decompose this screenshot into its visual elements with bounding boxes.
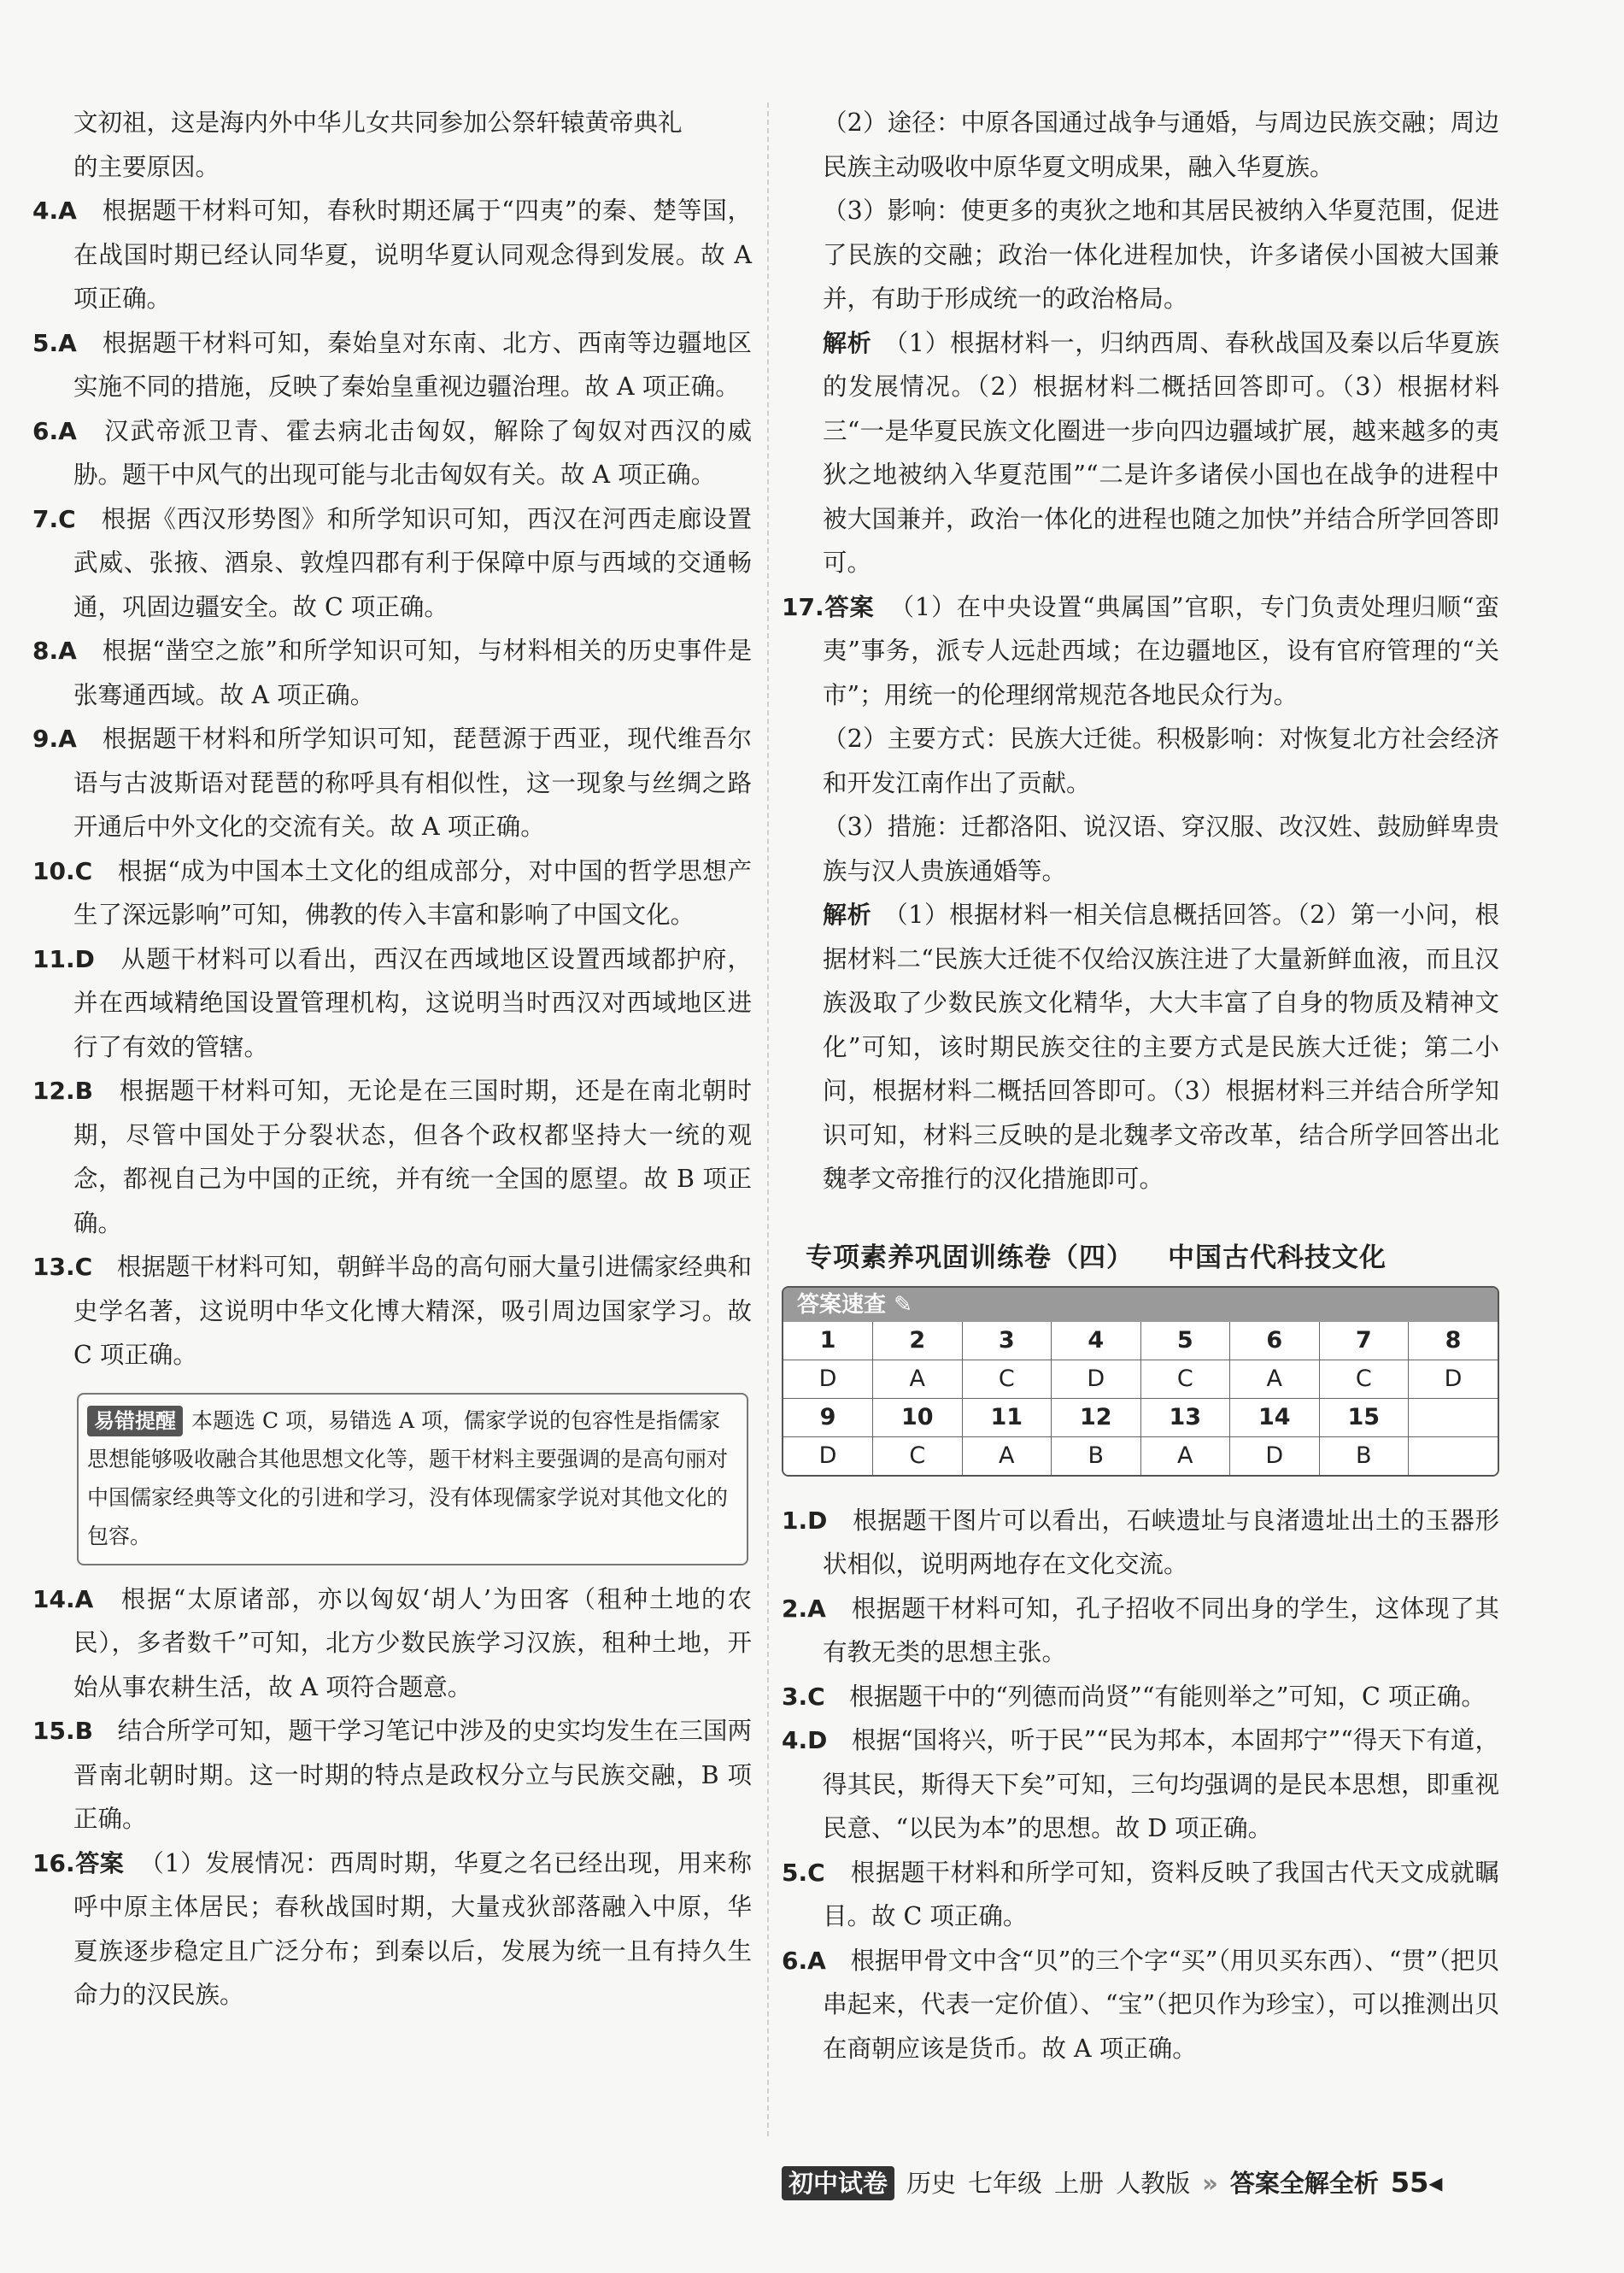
q16-part-2: （2）途径：中原各国通过战争与通婚，与周边民族交融；周边民族主动吸收中原华夏文明成果，融入华夏族。 [823,109,1499,181]
grid-cell: 8 [1409,1322,1498,1360]
answer-grid [783,1322,1498,1475]
answer-label: 答案 [824,592,875,621]
answer-list-left-2 [32,1577,752,2018]
footer-tagline: 答案全解全析 [1229,2169,1379,2198]
grid-cell [1409,1398,1498,1436]
brand-badge: 初中试卷 [782,2166,894,2200]
answer-item [32,1709,752,1841]
item-text: 根据题干材料和所学可知，资料反映了我国古代天文成就瞩目。故 C 项正确。 [823,1858,1499,1930]
item-number: 11.D [32,944,95,973]
answer-item [32,629,752,717]
grid-cell: A [873,1360,963,1398]
item-number: 16. [32,1848,75,1877]
grid-cell: C [873,1436,963,1475]
item-number: 7.C [32,504,76,533]
grid-cell: A [1140,1436,1230,1475]
grid-cell: 15 [1319,1398,1409,1436]
quick-answer-table [782,1286,1499,1477]
answer-item [782,1587,1499,1675]
grid-cell: C [962,1360,1052,1398]
right-column [782,101,1499,2070]
item-text: 汉武帝派卫青、霍去病北击匈奴，解除了匈奴对西汉的威胁。题干中风气的出现可能与北击匈奴有关。故 A 项正确。 [73,416,752,489]
page-number: 55◂ [1390,2166,1443,2199]
grid-cell: D [783,1360,873,1398]
footer-grade: 七年级 [968,2169,1043,2198]
number-row [783,1322,1498,1360]
item-text: 根据题干材料可知，朝鲜半岛的高句丽大量引进儒家经典和史学名著，这说明中华文化博大精深，吸引周边国家学习。故 C 项正确。 [73,1253,752,1369]
item-text: 从题干材料可以看出，西汉在西域地区设置西域都护府，并在西域精绝国设置管理机构，这说明当时西汉对西域地区进行了有效的管辖。 [73,944,752,1061]
footer-edition: 人教版 [1116,2169,1191,2198]
grid-cell: D [1052,1360,1141,1398]
grid-cell: 9 [783,1398,873,1436]
item-text: 根据题干图片可以看出，石峡遗址与良渚遗址出土的玉器形状相似，说明两地存在文化交流。 [823,1506,1499,1578]
item-text: 根据“国将兴，听于民”“民为邦本，本固邦宁”“得天下有道，得其民，斯得天下矣”可知，三句均强调的是民本思想，即重视民意、“以民为本”的思想。故 D 项正确。 [823,1726,1499,1842]
grid-cell: A [1230,1360,1320,1398]
footer-subject: 历史 [906,2169,957,2198]
item-number: 4.A [32,197,77,225]
answer-item-16 [32,1841,752,2018]
q17-part-3: （3）措施：迁都洛阳、说汉语、穿汉服、改汉姓、鼓励鲜卑贵族与汉人贵族通婚等。 [823,813,1499,885]
item-text: 根据“成为中国本土文化的组成部分，对中国的哲学思想产生了深远影响”可知，佛教的传入丰富和影响了中国文化。 [73,856,752,929]
grid-cell: 7 [1319,1322,1409,1360]
grid-cell: D [1409,1360,1498,1398]
item-number: 14.A [32,1584,94,1613]
answer-item [782,1851,1499,1939]
item-number: 15.B [32,1717,93,1745]
item-text: 根据题干材料可知，孔子招收不同出身的学生，这体现了其有教无类的思想主张。 [823,1594,1499,1666]
quick-answer-header: 答案速查 ✎ [783,1288,1498,1322]
item-text: 根据甲骨文中含“贝”的三个字“买”（用贝买东西）、“贯”（把贝串起来，代表一定价值）、“宝”（把贝作为珍宝），可以推测出贝在商朝应该是货币。故 A 项正确。 [823,1946,1499,2063]
grid-cell: B [1052,1436,1141,1475]
item-number: 17. [782,592,824,621]
item-text: 根据“太原诸部，亦以匈奴‘胡人’为田客（租种土地的农民），多者数千”可知，北方少数民族学习汉族，租种土地，开始从事农耕生活，故 A 项符合题意。 [73,1584,752,1701]
grid-cell: 2 [873,1322,963,1360]
section-title-main: 专项素养巩固训练卷（四） [806,1242,1134,1273]
q17-part-2: （2）主要方式：民族大迁徙。积极影响：对恢复北方社会经济和开发江南作出了贡献。 [823,725,1499,797]
grid-cell: 1 [783,1322,873,1360]
analysis-text: （1）根据材料一相关信息概括回答。（2）第一小问，根据材料二“民族大迁徙不仅给汉族注进了大量新鲜血液，而且汉族汲取了少数民族文化精华，大大丰富了自身的物质及精神文化”可知，该时期民族交往的主要方式是民族大迁徙；第二小问，根据材料二概括回答即可。（3）根据材料三并结合所学知识可知，材料三反映的是北魏孝文帝改革，结合所学回答出北魏孝文帝推行的汉化措施即可。 [823,901,1499,1193]
grid-cell: C [1140,1360,1230,1398]
answer-label: 答案 [74,1848,125,1877]
item-number: 13.C [32,1253,93,1281]
analysis-label: 解析 [823,328,872,357]
column-divider [767,103,769,2136]
item-number: 6.A [32,416,77,445]
answer-item [32,497,752,630]
error-tip-box [77,1393,748,1565]
item-text: （1）发展情况：西周时期，华夏之名已经出现，用来称呼中原主体居民；春秋战国时期，大量戎狄部落融入中原，华夏族逐步稳定且广泛分布；到秦以后，发展为统一且有持久生命力的汉民族。 [73,1848,752,2009]
answer-item [32,409,752,497]
item-number: 12.B [32,1077,93,1105]
item-text: 根据题干材料可知，无论是在三国时期，还是在南北朝时期，尽管中国处于分裂状态，但各个政权都坚持大一统的观念，都视自己为中国的正统，并有统一全国的愿望。故 B 项正确。 [73,1077,752,1237]
grid-cell: 5 [1140,1322,1230,1360]
grid-cell: C [1319,1360,1409,1398]
error-tip-label: 易错提醒 [87,1406,183,1436]
item-number: 1.D [782,1506,828,1535]
answer-item [32,189,752,321]
grid-cell: 14 [1230,1398,1320,1436]
analysis-label: 解析 [823,901,872,929]
item-text: 根据题干中的“列德而尚贤”“有能则举之”可知，C 项正确。 [849,1682,1486,1711]
item-text: 根据题干材料可知，秦始皇对东南、北方、西南等边疆地区实施不同的措施，反映了秦始皇重视边疆治理。故 A 项正确。 [73,328,752,401]
item-number: 10.C [32,856,93,885]
item-number: 5.C [782,1858,825,1887]
answer-row [783,1360,1498,1398]
item-number: 6.A [782,1946,826,1975]
grid-cell: 13 [1140,1398,1230,1436]
item-number: 2.A [782,1594,826,1623]
grid-cell: 4 [1052,1322,1141,1360]
intro-line-2: 的主要原因。 [73,152,220,181]
q16-part-3: （3）影响：使更多的夷狄之地和其居民被纳入华夏范围，促进了民族的交融；政治一体化进程加快，许多诸侯小国被大国兼并，有助于形成统一的政治格局。 [823,197,1499,313]
item-text: 结合所学可知，题干学习笔记中涉及的史实均发生在三国两晋南北朝时期。这一时期的特点是政权分立与民族交融，B 项正确。 [73,1717,752,1833]
answer-item [32,1245,752,1377]
error-tip-text: 本题选 C 项，易错选 A 项，儒家学说的包容性是指儒家思想能够吸收融合其他思想文化等，题干材料主要强调的是高句丽对中国儒家经典等文化的引进和学习，没有体现儒家学说对其他文化的包容。 [87,1407,729,1548]
answer-item [32,1577,752,1710]
chevron-icon: » [1202,2169,1218,2198]
page-footer [782,2162,1525,2203]
grid-cell: D [783,1436,873,1475]
q16-analysis [782,321,1499,585]
item-number: 9.A [32,725,77,753]
item-text: 根据《西汉形势图》和所学知识可知，西汉在河西走廊设置武威、张掖、酒泉、敦煌四郡有利于保障中原与西域的交通畅通，巩固边疆安全。故 C 项正确。 [73,504,752,621]
answer-item-17 [782,585,1499,718]
item-number: 3.C [782,1682,825,1711]
number-row [783,1398,1498,1436]
answer-list-right [782,1499,1499,2071]
section-title-sub: 中国古代科技文化 [1168,1242,1387,1273]
intro-line-1: 文初祖，这是海内外中华儿女共同参加公祭轩辕黄帝典礼 [73,109,683,137]
answer-row [783,1436,1498,1475]
answer-item [32,717,752,849]
item-number: 5.A [32,328,77,357]
grid-cell [1409,1436,1498,1475]
grid-cell: 10 [873,1398,963,1436]
grid-cell: D [1230,1436,1320,1475]
grid-cell: A [962,1436,1052,1475]
item-text: 根据题干材料和所学知识可知，琵琶源于西亚，现代维吾尔语与古波斯语对琵琶的称呼具有相似性，这一现象与丝绸之路开通后中外文化的交流有关。故 A 项正确。 [73,725,752,841]
section-title [806,1236,1499,1274]
answer-item [32,321,752,409]
answer-list-left [32,189,752,1377]
item-text: （1）在中央设置“典属国”官职，专门负责处理归顺“蛮夷”事务，派专人远赴西域；在边疆地区，设有官府管理的“关市”；用统一的伦理纲常规范各地民众行为。 [823,592,1499,709]
answer-item [32,1069,752,1245]
item-text: 根据题干材料可知，春秋时期还属于“四夷”的秦、楚等国，在战国时期已经认同华夏，说明华夏认同观念得到发展。故 A 项正确。 [73,197,752,313]
answer-item [782,1939,1499,2071]
grid-cell: 6 [1230,1322,1320,1360]
footer-volume: 上册 [1054,2169,1105,2198]
answer-item [782,1675,1499,1719]
answer-item [32,937,752,1070]
answer-item [32,849,752,937]
item-number: 4.D [782,1726,828,1754]
item-number: 8.A [32,637,77,665]
pen-icon: ✎ [894,1291,912,1318]
grid-cell: 3 [962,1322,1052,1360]
grid-cell: B [1319,1436,1409,1475]
item-text: 根据“凿空之旅”和所学知识可知，与材料相关的历史事件是张骞通西域。故 A 项正确。 [73,637,752,709]
left-column [32,101,752,2018]
q17-analysis [782,893,1499,1201]
grid-cell: 12 [1052,1398,1141,1436]
grid-cell: 11 [962,1398,1052,1436]
answer-item [782,1499,1499,1587]
answer-item [782,1718,1499,1851]
analysis-text: （1）根据材料一，归纳西周、春秋战国及秦以后华夏族的发展情况。（2）根据材料二概括回答即可。（3）根据材料三“一是华夏民族文化圈进一步向四边疆域扩展，越来越多的夷狄之地被纳入华夏范围”“二是许多诸侯小国也在战争的进程中被大国兼并，政治一体化的进程也随之加快”并结合所学回答即可。 [823,328,1499,577]
